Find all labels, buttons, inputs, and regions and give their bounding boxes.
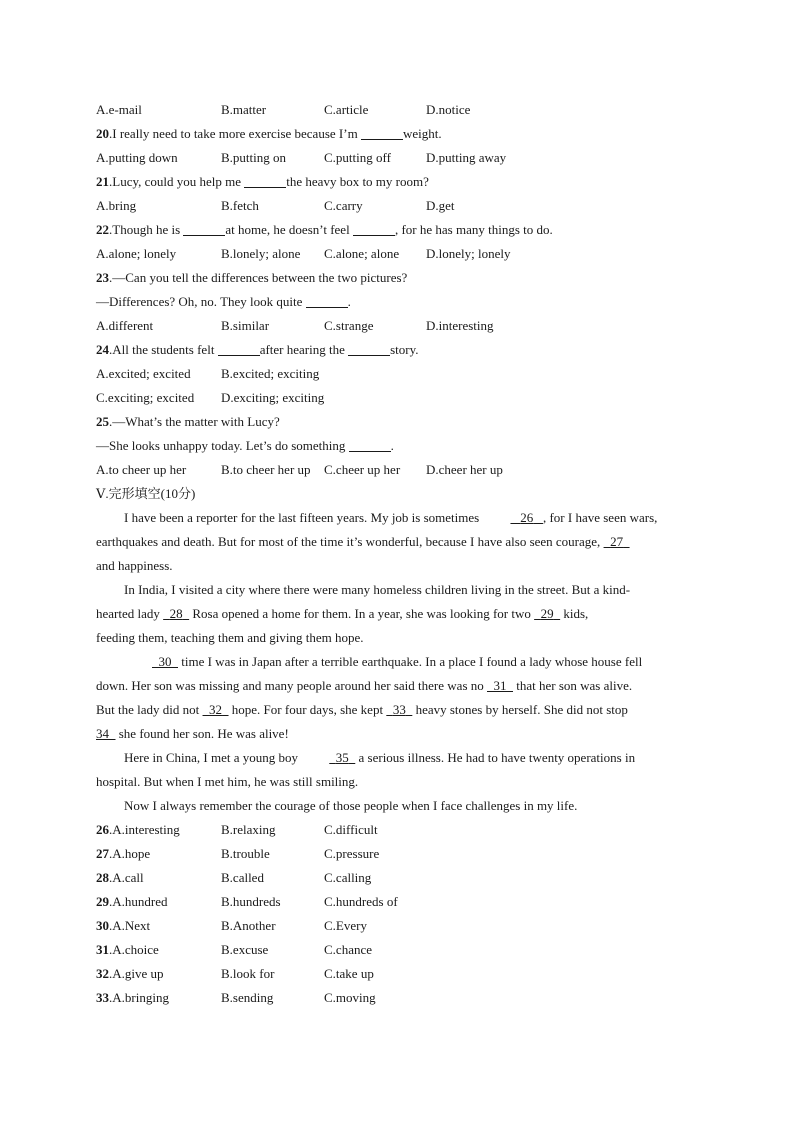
q20-options	[96, 146, 706, 170]
option: A.excited; excited	[96, 366, 191, 381]
q22-options	[96, 242, 706, 266]
option: .A.choice	[109, 942, 159, 957]
option: B.to cheer her up	[221, 462, 311, 477]
option: B.relaxing	[221, 822, 276, 837]
answer-blank	[183, 221, 225, 236]
option: B.called	[221, 870, 264, 885]
cloze-question-26: 26.A.interesting B.relaxing C.difficult	[96, 818, 706, 842]
passage-paragraph-3-cont: down. Her son was missing and many people around her said there was no 31 that her son was alive.	[96, 674, 706, 698]
option: .A.give up	[109, 966, 164, 981]
option: A.different	[96, 318, 154, 333]
q25-options	[96, 458, 706, 482]
answer-blank	[353, 221, 395, 236]
option: .A.bringing	[109, 990, 169, 1005]
cloze-blank-33: 33	[392, 702, 406, 717]
option: C.chance	[324, 942, 373, 957]
question-22: 22.Though he is at home, he doesn’t feel , for he has many things to do.	[96, 222, 553, 237]
option: A.bring	[96, 198, 137, 213]
q24-options-row2	[96, 386, 706, 410]
option: B.look for	[221, 966, 275, 981]
option: B.similar	[221, 318, 270, 333]
option: C.hundreds of	[324, 894, 398, 909]
option: .A.call	[109, 870, 144, 885]
passage-paragraph-2: In India, I visited a city where there were many homeless children living in the street. But a kind-	[124, 582, 631, 597]
q24-options-row1	[96, 362, 706, 386]
answer-blank	[306, 293, 348, 308]
option: A.alone; lonely	[96, 246, 177, 261]
question-21: 21.Lucy, could you help me the heavy box to my room?	[96, 174, 429, 189]
option: C.strange	[324, 318, 374, 333]
cloze-blank-35: 35	[335, 750, 349, 765]
option: D.cheer her up	[426, 462, 503, 477]
question-25: 25.—What’s the matter with Lucy?	[96, 414, 280, 429]
option: C.alone; alone	[324, 246, 400, 261]
option: .A.Next	[109, 918, 151, 933]
cloze-blank-29: 29	[540, 606, 554, 621]
cloze-question-30: 30.A.Next B.Another C.Every	[96, 914, 706, 938]
answer-blank	[244, 173, 286, 188]
option: B.lonely; alone	[221, 246, 301, 261]
passage-paragraph-2-cont: hearted lady 28 Rosa opened a home for them. In a year, she was looking for two 29 kids,	[96, 602, 706, 626]
cloze-question-29: 29.A.hundred B.hundreds C.hundreds of	[96, 890, 706, 914]
answer-blank	[349, 437, 391, 452]
option: B.Another	[221, 918, 276, 933]
q19-options	[96, 98, 706, 122]
option: A.e-mail	[96, 102, 142, 117]
passage-paragraph-3: 30 time I was in Japan after a terrible earthquake. In a place I found a lady whose house fell	[96, 650, 706, 674]
option: D.putting away	[426, 150, 507, 165]
option: C.pressure	[324, 846, 380, 861]
option: A.putting down	[96, 150, 178, 165]
option: B.hundreds	[221, 894, 281, 909]
question-24: 24.All the students felt after hearing the story.	[96, 342, 419, 357]
passage-paragraph-4: Here in China, I met a young boy 35 a serious illness. He had to have twenty operations in	[96, 746, 706, 770]
answer-blank	[218, 341, 260, 356]
answer-blank	[361, 125, 403, 140]
passage-paragraph-2-end: feeding them, teaching them and giving them hope.	[96, 630, 364, 645]
option: A.to cheer up her	[96, 462, 187, 477]
option: D.interesting	[426, 318, 494, 333]
question-23: 23.—Can you tell the differences between the two pictures?	[96, 270, 408, 285]
option: D.exciting; exciting	[221, 390, 325, 405]
option: B.sending	[221, 990, 274, 1005]
q23-options	[96, 314, 706, 338]
cloze-question-28: 28.A.call B.called C.calling	[96, 866, 706, 890]
section-title: Ⅴ.完形填空(10分)	[96, 486, 196, 501]
passage-paragraph-5: Now I always remember the courage of those people when I face challenges in my life.	[124, 798, 578, 813]
passage-paragraph-1-cont: earthquakes and death. But for most of the time it’s wonderful, because I have also seen courage, 27	[96, 530, 706, 554]
passage-paragraph-1: I have been a reporter for the last fifteen years. My job is sometimes 26 , for I have seen wars,	[96, 506, 706, 530]
option: D.notice	[426, 102, 471, 117]
option: B.trouble	[221, 846, 270, 861]
passage-paragraph-1-end: and happiness.	[96, 558, 173, 573]
passage-paragraph-3-end: 34 she found her son. He was alive!	[96, 722, 706, 746]
cloze-question-31: 31.A.choice B.excuse C.chance	[96, 938, 706, 962]
option: B.excited; exciting	[221, 366, 320, 381]
passage-paragraph-3-cont2: But the lady did not 32 hope. For four days, she kept 33 heavy stones by herself. She did not stop	[96, 698, 706, 722]
question-25-reply: —She looks unhappy today. Let’s do something .	[96, 438, 394, 453]
option: C.take up	[324, 966, 374, 981]
option: C.calling	[324, 870, 372, 885]
question-20: 20.I really need to take more exercise because I’m weight.	[96, 126, 442, 141]
option: D.lonely; lonely	[426, 246, 511, 261]
question-23-reply: —Differences? Oh, no. They look quite .	[96, 294, 351, 309]
cloze-blank-26: 26	[520, 510, 534, 525]
option: B.matter	[221, 102, 267, 117]
cloze-blank-34: 34	[96, 726, 109, 741]
cloze-blank-31: 31	[493, 678, 507, 693]
cloze-question-32: 32.A.give up B.look for C.take up	[96, 962, 706, 986]
cloze-blank-28: 28	[169, 606, 183, 621]
cloze-blank-32: 32	[209, 702, 223, 717]
option: C.putting off	[324, 150, 391, 165]
option: C.cheer up her	[324, 462, 401, 477]
option: .A.interesting	[109, 822, 180, 837]
q21-options	[96, 194, 706, 218]
option: B.excuse	[221, 942, 269, 957]
cloze-question-27: 27.A.hope B.trouble C.pressure	[96, 842, 706, 866]
cloze-blank-27: 27	[610, 534, 624, 549]
exam-page	[96, 98, 706, 1010]
cloze-blank-30: 30	[158, 654, 172, 669]
option: .A.hundred	[109, 894, 168, 909]
passage-paragraph-4-end: hospital. But when I met him, he was still smiling.	[96, 774, 359, 789]
option: C.difficult	[324, 822, 378, 837]
cloze-question-33: 33.A.bringing B.sending C.moving	[96, 986, 706, 1010]
option: C.exciting; excited	[96, 390, 195, 405]
option: B.putting on	[221, 150, 287, 165]
answer-blank	[348, 341, 390, 356]
option: C.carry	[324, 198, 363, 213]
option: C.article	[324, 102, 369, 117]
option: B.fetch	[221, 198, 259, 213]
option: D.get	[426, 198, 455, 213]
option: C.moving	[324, 990, 376, 1005]
option: .A.hope	[109, 846, 151, 861]
option: C.Every	[324, 918, 367, 933]
